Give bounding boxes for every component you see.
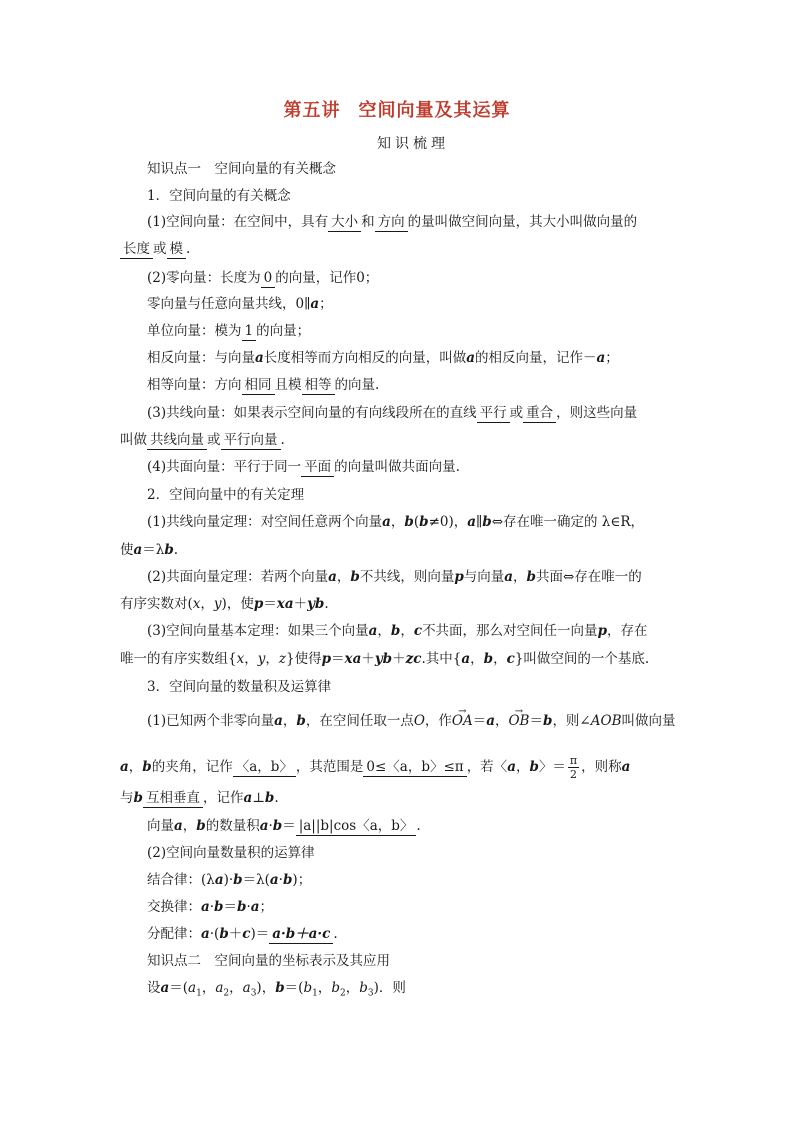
knowledge-point-heading: 知识点一 空间向量的有关概念 xyxy=(147,161,336,177)
blank-answer: 平面 xyxy=(301,459,334,477)
text-line: 单位向量：模为 1 的向量； xyxy=(147,323,311,339)
blank-answer: 1 xyxy=(242,323,257,341)
text-line: (3)空间向量基本定理：如果三个向量a，b，c不共面，那么对空间任一向量p，存在 xyxy=(147,623,648,639)
blank-answer: 平行 xyxy=(477,405,510,423)
text-line: 向量a，b的数量积a·b＝ |a||b|cos〈a，b〉 . xyxy=(147,818,421,834)
lecture-number: 第五讲 xyxy=(283,100,341,121)
text-line: 相等向量：方向 相同 且模 相等 的向量. xyxy=(147,377,380,393)
blank-answer: 方向 xyxy=(375,214,408,232)
text-line: (2)零向量：长度为 0 的向量，记作0； xyxy=(147,270,379,286)
text-line: 唯一的有序实数组{x，y，z}使得p＝xa＋yb＋zc.其中{a，b，c}叫做空间的一个基底. xyxy=(120,651,650,667)
text-line: (2)共面向量定理：若两个向量a，b不共线，则向量p与向量a，b共面⇔存在唯一的 xyxy=(147,569,642,585)
text-line: (1)共线向量定理：对空间任意两个向量a，b(b≠0)，a∥b⇔存在唯一确定的 λ∈R， xyxy=(147,514,645,530)
lecture-topic: 空间向量及其运算 xyxy=(358,100,511,121)
text-line: (1)已知两个非零向量a，b，在空间任取一点O，作→ OA＝a，→ OB＝b，则∠AOB叫做向量 xyxy=(147,711,676,731)
blank-answer: |a||b|cos〈a，b〉 xyxy=(296,818,417,836)
blank-answer: 0≤〈a，b〉≤π xyxy=(363,759,466,777)
vector-oa: → OA xyxy=(452,711,473,731)
blank-answer: 互相垂直 xyxy=(143,790,203,808)
text-line: 设$a=(a_1$，$a_2$，$a_3$)，$b=(b_1$，$b_2$，$b_3$)．则 xyxy=(147,980,406,999)
page-title xyxy=(0,96,794,122)
text-line: 使a＝λb. xyxy=(120,542,179,558)
section-heading: 1．空间向量的有关概念 xyxy=(147,188,291,204)
fraction-pi-over-2: $\frac{\pi}{2}$ xyxy=(569,754,578,781)
blank-answer: 模 xyxy=(167,241,187,259)
blank-answer: 相等 xyxy=(302,377,335,395)
vector-ob: → OB xyxy=(508,711,529,731)
text-line: (3)共线向量：如果表示空间向量的有向线段所在的直线 平行 或 重合 ，则这些向量 xyxy=(147,405,638,421)
blank-answer: 重合 xyxy=(523,405,556,423)
text-line: 零向量与任意向量共线，0∥a； xyxy=(147,296,333,312)
blank-answer: 平行向量 xyxy=(221,432,281,450)
text-line: 叫做 共线向量 或 平行向量 . xyxy=(120,432,285,448)
text-line: 相反向量：与向量a长度相等而方向相反的向量，叫做a的相反向量，记作－a； xyxy=(147,350,619,366)
blank-answer: 0 xyxy=(261,270,276,288)
blank-answer: 大小 xyxy=(328,214,361,232)
text-line: 结合律：(λa)·b＝λ(a·b)； xyxy=(147,872,312,888)
section-heading: 3．空间向量的数量积及运算律 xyxy=(147,679,332,695)
blank-answer: a·b＋a·c xyxy=(269,926,333,944)
section-heading: 2．空间向量中的有关定理 xyxy=(147,487,305,503)
text-line: 交换律：a·b＝b·a； xyxy=(147,899,273,915)
text-line: 分配律：a·(b＋c)＝ a·b＋a·c . xyxy=(147,926,338,942)
text-line: 长度 或 模 . xyxy=(120,239,190,259)
text-line: a，b的夹角，记作 〈a，b〉 ，其范围是 0≤〈a，b〉≤π ，若〈a，b〉＝ $\frac{\pi}{2}$ ，则称a xyxy=(120,754,631,781)
blank-answer: 共线向量 xyxy=(147,432,207,450)
text-line: (4)共面向量：平行于同一 平面 的向量叫做共面向量. xyxy=(147,459,460,475)
text-line: 有序实数对(x，y)，使p＝xa＋yb. xyxy=(120,596,329,612)
blank-answer: 相同 xyxy=(242,377,275,395)
knowledge-point-heading: 知识点二 空间向量的坐标表示及其应用 xyxy=(147,953,390,969)
section-subtitle: 知识梳理 xyxy=(377,136,449,152)
blank-answer: 〈a，b〉 xyxy=(233,759,296,777)
text-line: (2)空间向量数量积的运算律 xyxy=(147,845,315,861)
blank-answer: 长度 xyxy=(120,241,153,259)
text-line: 与b 互相垂直 ，记作a⊥b. xyxy=(120,790,279,806)
text-line: (1)空间向量：在空间中，具有 大小 和 方向 的量叫做空间向量，其大小叫做向量的 xyxy=(147,214,638,230)
